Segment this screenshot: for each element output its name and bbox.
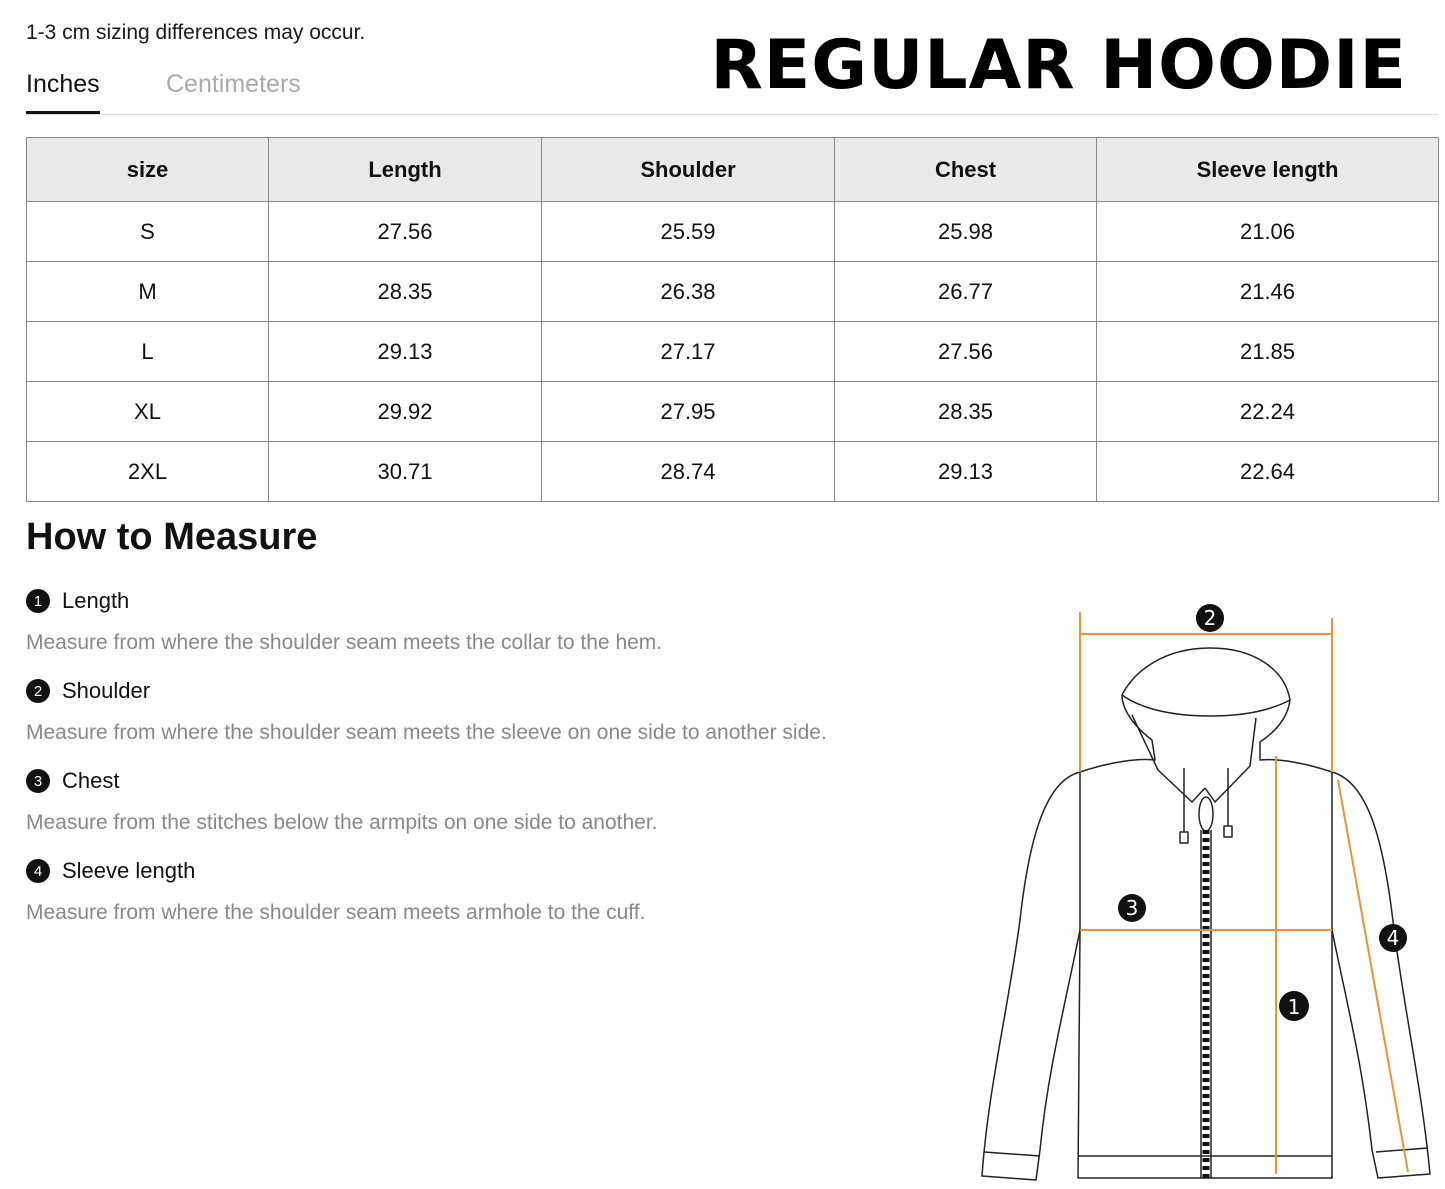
hoodie-outline-icon: [960, 590, 1440, 1185]
size-table: [26, 137, 1439, 502]
drawstring-tip-left: [1180, 832, 1188, 843]
step-description: Measure from where the shoulder seam meets the collar to the hem.: [26, 631, 663, 654]
header-length: Length: [269, 138, 542, 202]
sizing-note: 1-3 cm sizing differences may occur.: [26, 21, 366, 44]
cell-size: XL: [27, 382, 269, 442]
cell-shoulder: 27.17: [542, 322, 835, 382]
marker-2-label: 2: [1203, 606, 1217, 630]
cell-shoulder: 25.59: [542, 202, 835, 262]
measure-step-chest: [26, 767, 658, 835]
cell-sleeve-length: 21.85: [1097, 322, 1439, 382]
left-cuff-line: [984, 1152, 1040, 1156]
table-row: [27, 262, 1439, 322]
cell-size: S: [27, 202, 269, 262]
table-header-row: [27, 138, 1439, 202]
header-chest: Chest: [835, 138, 1097, 202]
cell-sleeve-length: 22.64: [1097, 442, 1439, 502]
cell-chest: 25.98: [835, 202, 1097, 262]
step-description: Measure from the stitches below the armpits on one side to another.: [26, 811, 658, 834]
cell-size: M: [27, 262, 269, 322]
unit-tabs: [26, 68, 1438, 115]
marker-1-label: 1: [1287, 995, 1301, 1019]
cell-sleeve-length: 21.06: [1097, 202, 1439, 262]
hood-inner-outline: [1132, 715, 1256, 802]
measure-step-shoulder: [26, 677, 827, 745]
table-row: [27, 202, 1439, 262]
cell-length: 29.92: [269, 382, 542, 442]
cell-sleeve-length: 21.46: [1097, 262, 1439, 322]
cell-size: 2XL: [27, 442, 269, 502]
zipper-pull: [1199, 797, 1213, 831]
cell-sleeve-length: 22.24: [1097, 382, 1439, 442]
drawstring-tip-right: [1224, 826, 1232, 837]
step-number-1-icon: 1: [26, 589, 50, 613]
cell-length: 27.56: [269, 202, 542, 262]
how-to-measure-title: How to Measure: [26, 516, 318, 558]
step-label: Length: [62, 588, 130, 613]
cell-shoulder: 26.38: [542, 262, 835, 322]
cell-length: 29.13: [269, 322, 542, 382]
header-sleeve-length: Sleeve length: [1097, 138, 1439, 202]
header-size: size: [27, 138, 269, 202]
cell-shoulder: 28.74: [542, 442, 835, 502]
table-row: [27, 442, 1439, 502]
cell-length: 28.35: [269, 262, 542, 322]
step-number-2-icon: 2: [26, 679, 50, 703]
step-number-3-icon: 3: [26, 769, 50, 793]
step-description: Measure from where the shoulder seam meets the sleeve on one side to another side.: [26, 721, 827, 744]
cell-chest: 26.77: [835, 262, 1097, 322]
step-label: Chest: [62, 768, 120, 793]
left-sleeve-outline: [982, 772, 1080, 1180]
sleeve-measure-line: [1338, 780, 1408, 1172]
cell-chest: 27.56: [835, 322, 1097, 382]
measure-step-sleeve-length: [26, 857, 645, 925]
tab-inches[interactable]: Inches: [26, 70, 100, 98]
cell-shoulder: 27.95: [542, 382, 835, 442]
step-description: Measure from where the shoulder seam meets armhole to the cuff.: [26, 901, 646, 924]
right-cuff-line: [1376, 1148, 1428, 1152]
hood-outline: [1080, 648, 1332, 772]
page-title: REGULAR HOODIE: [710, 26, 1407, 105]
tab-centimeters[interactable]: Centimeters: [166, 70, 301, 98]
step-label: Shoulder: [62, 678, 151, 703]
table-row: [27, 322, 1439, 382]
measure-step-length: [26, 587, 662, 655]
cell-chest: 28.35: [835, 382, 1097, 442]
cell-chest: 29.13: [835, 442, 1097, 502]
marker-3-label: 3: [1125, 896, 1139, 920]
cell-size: L: [27, 322, 269, 382]
cell-length: 30.71: [269, 442, 542, 502]
header-shoulder: Shoulder: [542, 138, 835, 202]
step-number-4-icon: 4: [26, 859, 50, 883]
hood-lining-outline: [1122, 695, 1290, 716]
table-row: [27, 382, 1439, 442]
marker-4-label: 4: [1386, 926, 1400, 950]
step-label: Sleeve length: [62, 858, 196, 883]
